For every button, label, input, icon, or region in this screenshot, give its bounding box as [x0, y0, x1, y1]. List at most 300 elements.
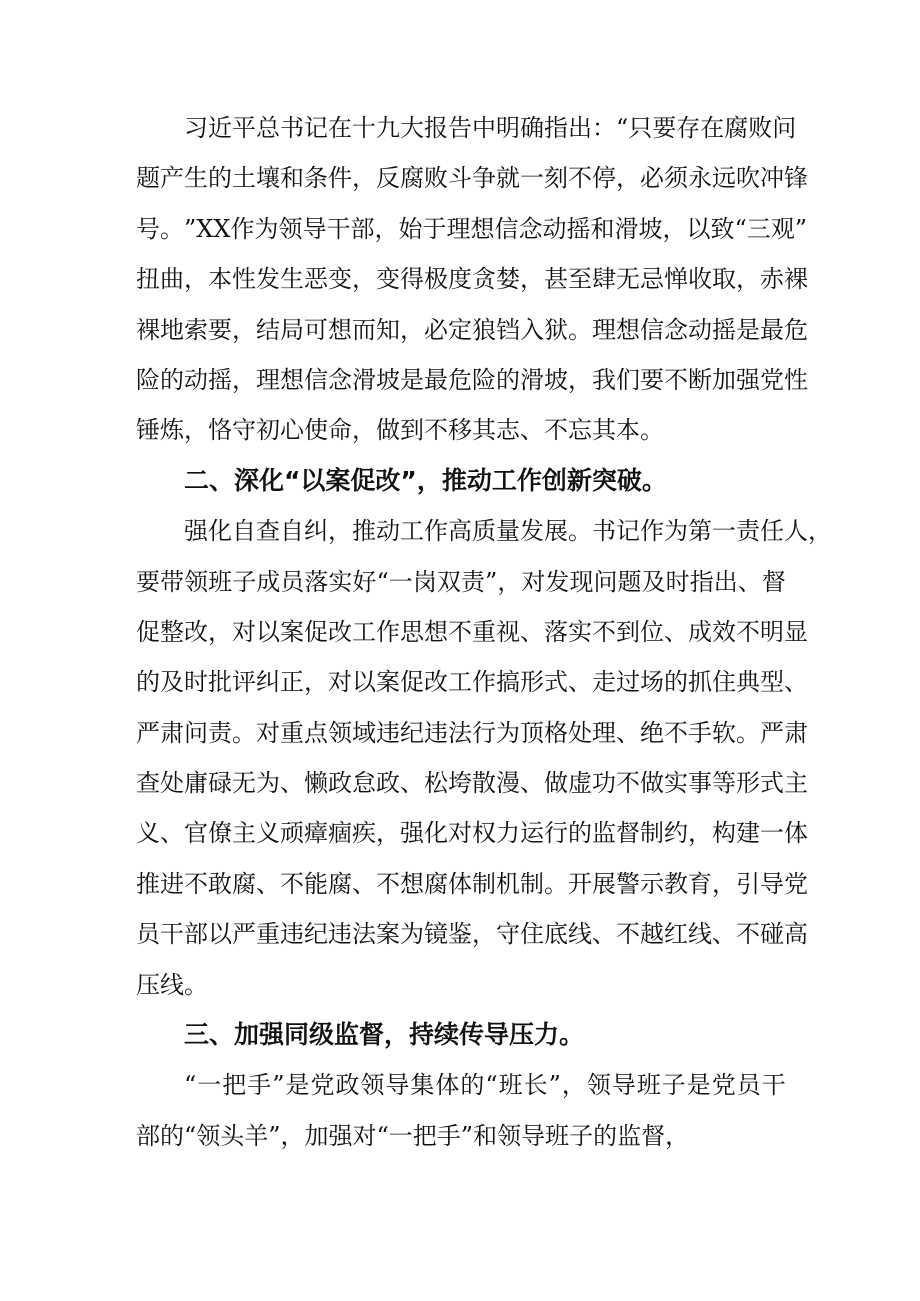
text-char: 必 — [640, 164, 664, 193]
text-char: 促 — [400, 668, 424, 697]
text-char: 腐 — [232, 869, 256, 898]
text-char: 时 — [184, 668, 208, 697]
text-char: 红 — [664, 920, 688, 949]
text-char: ： — [592, 114, 616, 142]
text-char: 是 — [400, 365, 424, 394]
text-char: 理 — [592, 718, 616, 747]
text-char: 结 — [256, 315, 280, 344]
text-char: ， — [352, 164, 376, 193]
text-char: 动 — [184, 365, 208, 394]
text-char: 查 — [256, 517, 280, 546]
text-char: 班 — [208, 567, 233, 596]
text-char: 吹 — [736, 164, 760, 193]
text-char: 得 — [400, 265, 424, 294]
text-char: ， — [662, 214, 687, 243]
text-char: 理 — [592, 315, 616, 344]
text-char: 庸 — [184, 769, 208, 798]
text-char: ， — [376, 819, 400, 848]
text-char: ， — [472, 920, 496, 949]
text-char: 重 — [280, 718, 304, 747]
paragraph-2 — [136, 506, 832, 1010]
text-char: 批 — [208, 668, 232, 697]
text-line — [136, 657, 808, 707]
text-char: 不 — [616, 769, 640, 798]
text-char: 、 — [280, 769, 304, 798]
text-char: 平 — [232, 114, 256, 142]
text-char: 正 — [280, 668, 304, 697]
text-char: 一 — [388, 567, 413, 596]
text-char: 查 — [136, 769, 160, 798]
text-char: 危 — [784, 315, 808, 344]
text-char: 摇 — [712, 315, 736, 344]
text-line — [136, 506, 832, 556]
text-char: 案 — [376, 668, 400, 697]
text-char: 式 — [544, 668, 568, 697]
text-char: 化 — [424, 819, 448, 848]
text-char: 成 — [688, 617, 712, 646]
text-char: 典 — [736, 668, 760, 697]
text-char: 裸 — [136, 315, 160, 344]
text-char: 是 — [285, 1071, 310, 1100]
text-char: 懒 — [304, 769, 328, 798]
text-char: ， — [688, 819, 712, 848]
text-char: 、 — [712, 920, 736, 949]
text-char: 员 — [136, 920, 160, 949]
text-char: 锋 — [784, 164, 808, 193]
text-char: 部 — [184, 920, 208, 949]
text-char: 生 — [184, 164, 208, 193]
text-char: 顶 — [520, 718, 544, 747]
text-char: 腐 — [424, 869, 448, 898]
text-char: 带 — [160, 567, 185, 596]
text-char: 发 — [520, 517, 544, 546]
text-char: ， — [374, 214, 399, 243]
text-char: 实 — [328, 567, 353, 596]
text-char: 机 — [496, 869, 520, 898]
text-char: 无 — [232, 769, 256, 798]
text-char: 一 — [760, 819, 784, 848]
text-char: ， — [616, 164, 640, 193]
text-char: 一 — [712, 517, 736, 546]
text-char: 为 — [664, 517, 688, 546]
text-char: 、 — [616, 718, 640, 747]
text-char: 确 — [520, 114, 544, 142]
text-char: 、 — [592, 920, 616, 949]
text-char: 坡 — [638, 214, 663, 243]
text-char: 明 — [760, 617, 784, 646]
text-char: 班 — [498, 1071, 523, 1100]
text-char: 件 — [328, 164, 352, 193]
text-char: 始 — [398, 214, 423, 243]
text-char: 警 — [616, 869, 640, 898]
text-char: 最 — [424, 365, 448, 394]
text-char: 好 — [352, 567, 377, 596]
text-char: 违 — [424, 718, 448, 747]
text-char: 告 — [448, 114, 472, 142]
text-char: 量 — [496, 517, 520, 546]
text-char: 不 — [616, 920, 640, 949]
text-char: 为 — [254, 214, 279, 243]
text-char: 领 — [328, 718, 352, 747]
text-char: 干 — [326, 214, 351, 243]
text-char: 政 — [376, 769, 400, 798]
text-char: 育 — [688, 869, 712, 898]
text-char: 想 — [280, 365, 304, 394]
text-char: 。 — [160, 214, 184, 243]
text-char: 案 — [280, 617, 304, 646]
text-line — [136, 758, 808, 808]
text-char: 导 — [611, 1071, 636, 1100]
text-char: 制 — [472, 869, 496, 898]
text-char: ， — [400, 315, 424, 344]
text-char: 以 — [352, 668, 376, 697]
text-char: 行 — [472, 718, 496, 747]
text-char: 做 — [544, 769, 568, 798]
text-char: 。 — [544, 869, 568, 898]
text-char: 信 — [640, 315, 664, 344]
text-char: 子 — [661, 1071, 686, 1100]
text-char: 记 — [304, 114, 328, 142]
text-char: ， — [208, 617, 232, 646]
text-char: 格 — [544, 718, 568, 747]
text-char: 党 — [310, 1071, 335, 1100]
text-char: 报 — [424, 114, 448, 142]
text-char: “ — [616, 114, 629, 142]
section-heading-3: 三、加强同级监督，持续传导压力。 — [184, 1020, 585, 1050]
text-char: 题 — [617, 567, 642, 596]
text-char: 事 — [688, 769, 712, 798]
text-char: 监 — [592, 819, 616, 848]
text-char: 越 — [640, 920, 664, 949]
text-char: 局 — [280, 315, 304, 344]
text-char: 取 — [712, 265, 736, 294]
text-char: 甚 — [544, 265, 568, 294]
text-char: 主 — [784, 769, 808, 798]
text-char: 十 — [352, 114, 376, 142]
text-char: 想 — [400, 869, 424, 898]
text-char: 做 — [640, 769, 664, 798]
text-char: 领 — [360, 1071, 385, 1100]
text-char: 动 — [688, 315, 712, 344]
text-char: 扭 — [136, 265, 160, 294]
section-heading-2: 二、深化“以案促改”，推动工作创新突破。 — [184, 465, 667, 495]
text-char: 领 — [278, 214, 303, 243]
text-char: 要 — [136, 567, 160, 596]
text-char: 改 — [184, 617, 208, 646]
text-char: 任 — [760, 517, 784, 546]
text-char: 处 — [568, 718, 592, 747]
text-char: 中 — [472, 114, 496, 142]
text-char: 险 — [136, 365, 160, 394]
text-char: 指 — [544, 114, 568, 142]
text-char: 实 — [664, 769, 688, 798]
text-char: 案 — [376, 920, 400, 949]
text-char: 纠 — [304, 517, 328, 546]
text-char: 惮 — [664, 265, 688, 294]
text-char: ， — [520, 265, 544, 294]
text-char: ” — [272, 1071, 285, 1100]
text-char: 行 — [544, 819, 568, 848]
text-char: 性 — [784, 365, 808, 394]
text-char: 问 — [184, 718, 208, 747]
text-char: 。 — [232, 718, 256, 747]
text-char: 不 — [184, 869, 208, 898]
text-char: 松 — [424, 769, 448, 798]
text-char: ， — [304, 668, 328, 697]
text-char: 想 — [424, 617, 448, 646]
text-char: 力 — [496, 819, 520, 848]
text-char: 集 — [410, 1071, 435, 1100]
text-char: 不 — [568, 164, 592, 193]
text-char: 腐 — [328, 869, 352, 898]
text-char: 而 — [352, 315, 376, 344]
text-char: ， — [736, 265, 760, 294]
text-char: 须 — [664, 164, 688, 193]
text-char: 发 — [256, 265, 280, 294]
text-char: 等 — [712, 769, 736, 798]
text-char: 体 — [448, 869, 472, 898]
text-char: 工 — [352, 617, 376, 646]
text-char: 碰 — [760, 920, 784, 949]
text-char: 、 — [568, 668, 592, 697]
text-char: 出 — [568, 114, 592, 142]
text-char: 领 — [184, 567, 209, 596]
text-char: 。 — [568, 517, 592, 546]
text-line — [136, 204, 808, 254]
text-char: 信 — [494, 214, 519, 243]
text-char: 能 — [304, 869, 328, 898]
text-char: 政 — [335, 1071, 360, 1100]
text-char: 对 — [256, 718, 280, 747]
text-char: 入 — [520, 315, 544, 344]
text-char: 狱 — [544, 315, 568, 344]
text-char: 守 — [496, 920, 520, 949]
text-char: 恶 — [304, 265, 328, 294]
text-char: 软 — [712, 718, 736, 747]
text-char: 视 — [496, 617, 520, 646]
text-char: 为 — [400, 920, 424, 949]
text-char: 反 — [376, 164, 400, 193]
text-char: 政 — [328, 769, 352, 798]
text-char: 问 — [593, 567, 618, 596]
text-char: 作 — [376, 617, 400, 646]
text-line — [136, 305, 808, 355]
paragraph-3 — [136, 1060, 786, 1161]
text-char: 型 — [760, 668, 784, 697]
text-char: 冲 — [760, 164, 784, 193]
text-char: 岗 — [412, 567, 437, 596]
text-char: ， — [184, 265, 208, 294]
text-char: 远 — [712, 164, 736, 193]
text-char: 违 — [376, 718, 400, 747]
text-char: 碌 — [208, 769, 232, 798]
text-char: 争 — [472, 164, 496, 193]
text-char: 作 — [424, 517, 448, 546]
text-char: 不 — [664, 718, 688, 747]
text-char: 导 — [760, 869, 784, 898]
text-char: 的 — [496, 365, 520, 394]
text-char: ， — [561, 1071, 586, 1100]
text-char: 纪 — [400, 718, 424, 747]
text-char: 和 — [280, 164, 304, 193]
text-char: 信 — [304, 365, 328, 394]
text-char: X — [196, 214, 214, 243]
text-char: ， — [568, 365, 592, 394]
text-char: 索 — [184, 315, 208, 344]
text-char: 场 — [640, 668, 664, 697]
text-char: 念 — [518, 214, 543, 243]
text-char: 肃 — [160, 718, 184, 747]
text-char: 功 — [592, 769, 616, 798]
text-char: 刻 — [544, 164, 568, 193]
text-line: 压线。 — [136, 970, 208, 999]
text-char: 建 — [736, 819, 760, 848]
text-char: 永 — [688, 164, 712, 193]
text-char: 最 — [760, 315, 784, 344]
text-char: 质 — [472, 517, 496, 546]
text-char: 婪 — [496, 265, 520, 294]
text-char: 对 — [448, 819, 472, 848]
text-char: ， — [232, 315, 256, 344]
text-char: 督 — [616, 819, 640, 848]
text-char: 的 — [208, 164, 232, 193]
text-char: 促 — [304, 617, 328, 646]
text-char: 引 — [736, 869, 760, 898]
text-char: 示 — [640, 869, 664, 898]
text-char: 效 — [712, 617, 736, 646]
text-char: 部 — [350, 214, 375, 243]
text-char: 在 — [700, 114, 725, 142]
text-char: 构 — [712, 819, 736, 848]
text-char: 干 — [761, 1071, 786, 1100]
text-char: 、 — [737, 567, 762, 596]
text-char: 断 — [688, 365, 712, 394]
text-char: 手 — [247, 1071, 272, 1100]
text-char: 权 — [472, 819, 496, 848]
text-char: 度 — [448, 265, 472, 294]
text-char: 强 — [184, 517, 208, 546]
text-line: 锤炼，恪守初心使命，做到不移其志、不忘其本。 — [136, 416, 664, 445]
text-char: 滑 — [352, 365, 376, 394]
text-char: 书 — [592, 517, 616, 546]
text-char: 导 — [302, 214, 327, 243]
text-char: 、 — [400, 769, 424, 798]
text-char: 自 — [280, 517, 304, 546]
text-char: 导 — [385, 1071, 410, 1100]
text-char: 严 — [760, 718, 784, 747]
text-char: 员 — [736, 1071, 761, 1100]
document-body — [136, 103, 832, 1161]
text-char: 把 — [222, 1071, 247, 1100]
text-char: 员 — [280, 567, 305, 596]
text-char: 变 — [328, 265, 352, 294]
text-char: “ — [376, 567, 389, 596]
text-char: 主 — [232, 819, 256, 848]
text-char: 指 — [689, 567, 714, 596]
paragraph-1 — [136, 103, 808, 456]
text-char: 问 — [772, 114, 797, 142]
text-char: 号 — [136, 214, 160, 243]
text-char: 就 — [496, 164, 520, 193]
text-char: 整 — [160, 617, 184, 646]
text-line — [136, 909, 808, 959]
text-char: 第 — [688, 517, 712, 546]
text-char: 展 — [544, 517, 568, 546]
text-char: 三 — [746, 214, 771, 243]
text-char: 危 — [448, 365, 472, 394]
text-char: 底 — [544, 920, 568, 949]
text-char: 、 — [784, 668, 808, 697]
text-char: 敢 — [208, 869, 232, 898]
text-char: 显 — [784, 617, 808, 646]
text-char: 工 — [448, 668, 472, 697]
text-char: 抓 — [688, 668, 712, 697]
text-char: 败 — [424, 164, 448, 193]
text-char: 双 — [436, 567, 461, 596]
text-char: 斗 — [448, 164, 472, 193]
text-char: 腐 — [724, 114, 749, 142]
text-char: 怠 — [352, 769, 376, 798]
text-char: 无 — [616, 265, 640, 294]
text-char: 展 — [592, 869, 616, 898]
text-char: 极 — [424, 265, 448, 294]
text-line — [136, 153, 808, 203]
text-char: 长 — [523, 1071, 548, 1100]
text-char: 的 — [460, 1071, 485, 1100]
text-char: 对 — [328, 668, 352, 697]
text-char: 、 — [520, 617, 544, 646]
text-char: 要 — [640, 365, 664, 394]
text-char: 重 — [256, 920, 280, 949]
text-char: 线 — [688, 920, 712, 949]
text-char: 产 — [160, 164, 184, 193]
text-line — [136, 607, 808, 657]
text-char: 至 — [568, 265, 592, 294]
text-char: 落 — [544, 617, 568, 646]
text-char: 作 — [640, 517, 664, 546]
text-char: ， — [328, 517, 352, 546]
text-char: 域 — [352, 718, 376, 747]
text-char: 改 — [424, 668, 448, 697]
text-char: 摇 — [566, 214, 591, 243]
text-char: 知 — [376, 315, 400, 344]
text-char: 漫 — [496, 769, 520, 798]
text-char: 子 — [232, 567, 257, 596]
text-char: 以 — [208, 920, 232, 949]
text-char: 明 — [496, 114, 520, 142]
text-char: 纪 — [304, 920, 328, 949]
text-char: 发 — [545, 567, 570, 596]
text-char: 一 — [520, 164, 544, 193]
text-char: 以 — [256, 617, 280, 646]
text-char: “ — [485, 1071, 498, 1100]
text-char: 不 — [736, 920, 760, 949]
text-char: 实 — [568, 617, 592, 646]
text-char: 推 — [136, 869, 160, 898]
text-char: 、 — [520, 769, 544, 798]
text-char: 于 — [422, 214, 447, 243]
text-char: 干 — [160, 920, 184, 949]
text-char: 致 — [710, 214, 735, 243]
text-char: 不 — [448, 617, 472, 646]
text-char: 。 — [736, 718, 760, 747]
text-char: 痼 — [328, 819, 352, 848]
text-char: 滑 — [520, 365, 544, 394]
text-char: 的 — [664, 668, 688, 697]
text-char: 贪 — [472, 265, 496, 294]
text-char: 习 — [184, 114, 208, 142]
text-char: 地 — [160, 315, 184, 344]
